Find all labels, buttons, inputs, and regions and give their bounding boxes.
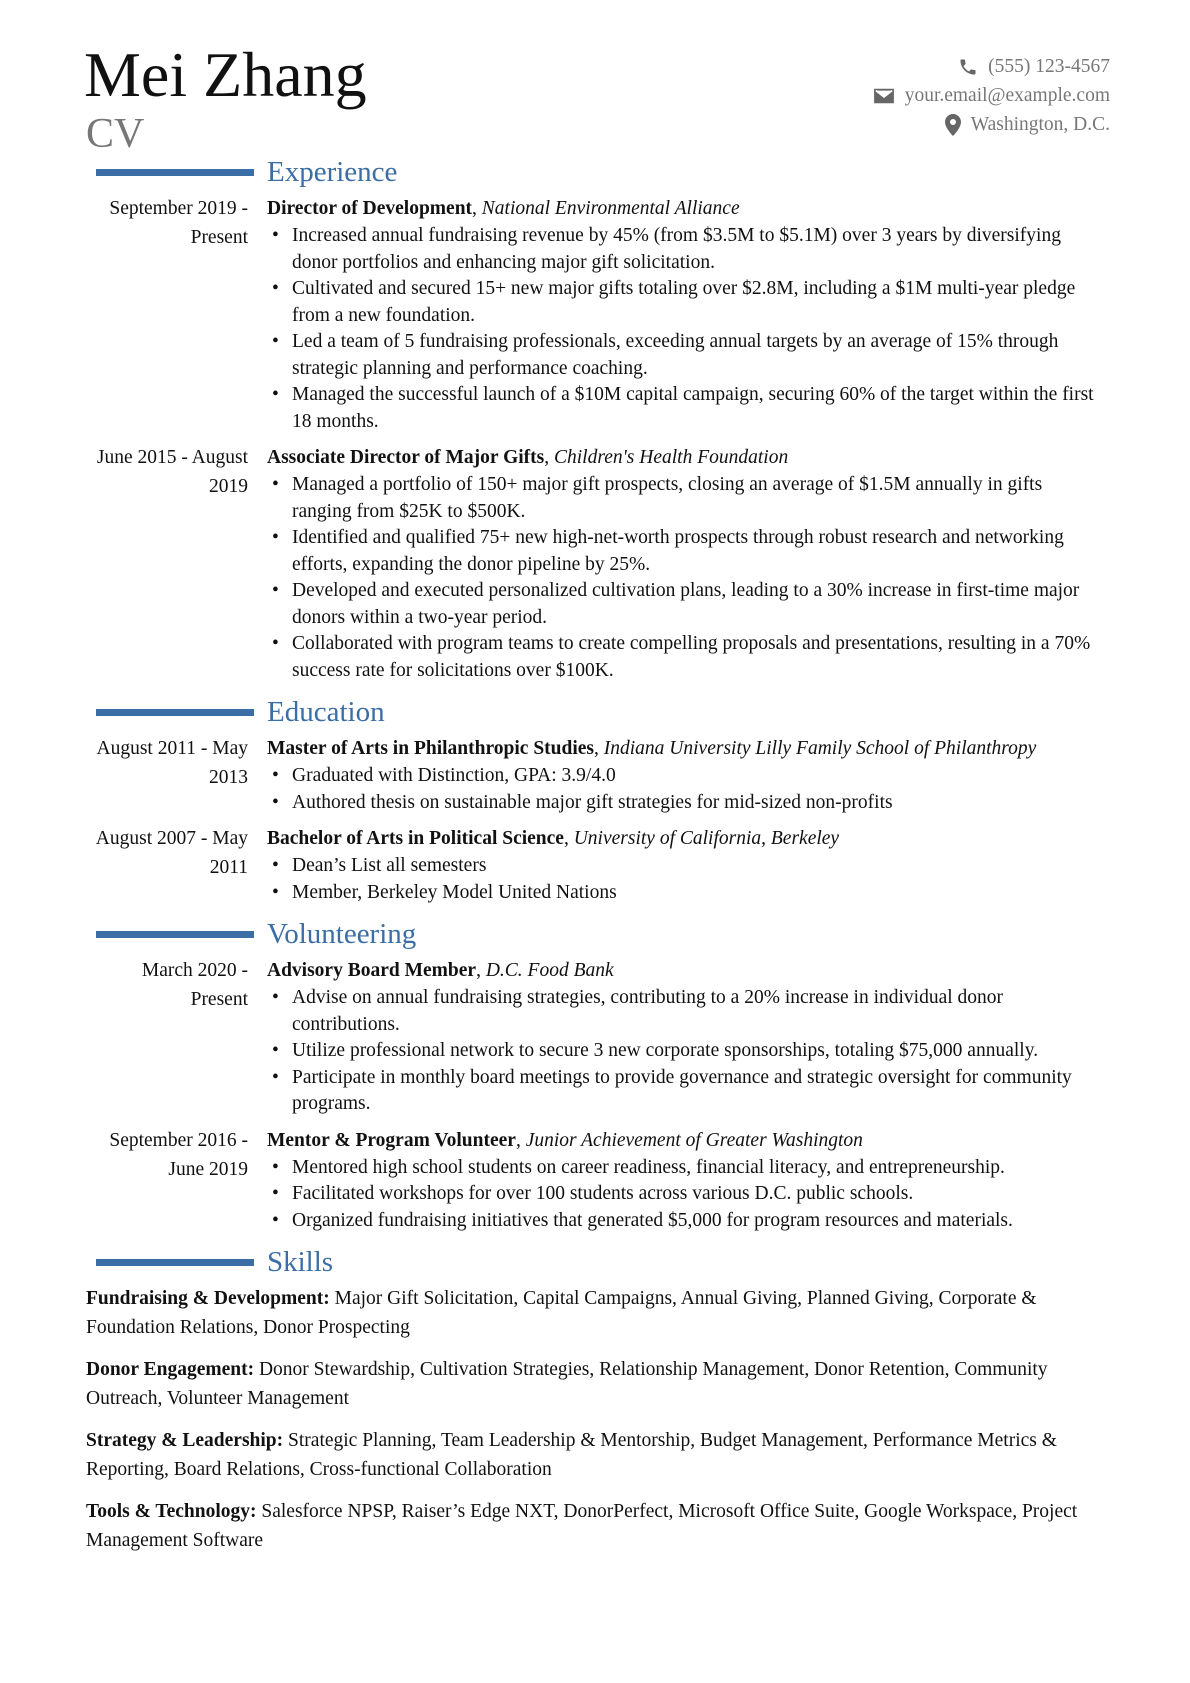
entry-heading: Director of Development, National Environmental Alliance bbox=[267, 198, 740, 219]
skill-items: Donor Stewardship, Cultivation Strategies, Relationship Management, Donor Retention, Community Outreach, Volunteer Management bbox=[86, 1359, 1048, 1409]
bullet-item: • Developed and executed personalized cultivation plans, leading to a 30% increase in first-time major donors within a two-year period. bbox=[267, 578, 1106, 631]
contact-info bbox=[873, 52, 1110, 139]
bullet-item: • Managed a portfolio of 150+ major gift prospects, closing an average of $1.5M annually in gifts ranging from $25K to $500K. bbox=[267, 472, 1106, 525]
email-address[interactable]: your.email@example.com bbox=[904, 85, 1110, 106]
volunteering-entry bbox=[86, 956, 1106, 1118]
skill-category: Tools & Technology: bbox=[86, 1501, 257, 1522]
entry-title: Associate Director of Major Gifts bbox=[267, 447, 545, 468]
experience-entry bbox=[86, 443, 1106, 684]
entry-organization: University of California, Berkeley bbox=[573, 828, 840, 849]
section-header bbox=[86, 692, 1106, 732]
section-title: Volunteering bbox=[267, 918, 417, 950]
bullet-item: • Managed the successful launch of a $10M capital campaign, securing 60% of the target within the first 18 months. bbox=[267, 382, 1106, 435]
section-title: Experience bbox=[267, 156, 398, 188]
section-header bbox=[86, 914, 1106, 954]
phone-row bbox=[873, 52, 1110, 81]
entry-bullets bbox=[267, 853, 1106, 906]
section-experience bbox=[86, 152, 1106, 684]
bullet-item: • Facilitated workshops for over 100 students across various D.C. public schools. bbox=[267, 1181, 1106, 1208]
bullet-item: • Identified and qualified 75+ new high-net-worth prospects through robust research and networking efforts, expanding the donor pipeline by 25%. bbox=[267, 525, 1106, 578]
bullet-item: • Utilize professional network to secure 3 new corporate sponsorships, totaling $75,000 annually. bbox=[267, 1038, 1106, 1065]
bullet-item: • Graduated with Distinction, GPA: 3.9/4.0 bbox=[267, 763, 1106, 790]
entry-organization: Children's Health Foundation bbox=[554, 447, 789, 468]
section-title: Education bbox=[267, 696, 385, 728]
bullet-item: • Advise on annual fundraising strategies, contributing to a 20% increase in individual donor contributions. bbox=[267, 985, 1106, 1038]
skill-group bbox=[86, 1497, 1106, 1555]
entry-organization: Indiana University Lilly Family School of Philanthropy bbox=[603, 738, 1037, 759]
section-skills bbox=[86, 1242, 1106, 1555]
bullet-item: • Participate in monthly board meetings to provide governance and strategic oversight for community programs. bbox=[267, 1065, 1106, 1118]
section-accent-bar bbox=[96, 931, 254, 938]
entry-date: March 2020 - Present bbox=[141, 960, 248, 1010]
entry-title: Bachelor of Arts in Political Science bbox=[267, 828, 564, 849]
entry-title: Advisory Board Member bbox=[267, 960, 477, 981]
entry-body bbox=[267, 1126, 1106, 1235]
education-entry bbox=[86, 734, 1106, 816]
entry-body bbox=[267, 956, 1106, 1118]
entry-title: Master of Arts in Philanthropic Studies bbox=[267, 738, 595, 759]
entry-heading: Master of Arts in Philanthropic Studies, Indiana University Lilly Family School of Philanthropy bbox=[267, 738, 1037, 759]
volunteering-entry bbox=[86, 1126, 1106, 1235]
skill-group bbox=[86, 1355, 1106, 1413]
location-row bbox=[873, 110, 1110, 139]
section-header bbox=[86, 1242, 1106, 1282]
bullet-item: • Mentored high school students on career readiness, financial literacy, and entrepreneurship. bbox=[267, 1155, 1106, 1182]
bullet-item: • Authored thesis on sustainable major gift strategies for mid-sized non-profits bbox=[267, 790, 1106, 817]
entry-date: August 2011 - May 2013 bbox=[96, 738, 248, 788]
bullet-item: • Cultivated and secured 15+ new major gifts totaling over $2.8M, including a $1M multi-year pledge from a new foundation. bbox=[267, 276, 1106, 329]
document-subtitle: CV bbox=[86, 111, 145, 157]
location: Washington, D.C. bbox=[970, 114, 1110, 135]
skill-group bbox=[86, 1426, 1106, 1484]
map-marker-icon bbox=[945, 114, 961, 136]
entry-bullets bbox=[267, 985, 1106, 1118]
entry-date: September 2016 - June 2019 bbox=[109, 1129, 248, 1180]
entry-title: Director of Development bbox=[267, 198, 473, 219]
bullet-item: • Dean’s List all semesters bbox=[267, 853, 1106, 880]
entry-heading: Advisory Board Member, D.C. Food Bank bbox=[267, 960, 614, 981]
section-volunteering bbox=[86, 914, 1106, 1234]
section-accent-bar bbox=[96, 709, 254, 716]
education-entry bbox=[86, 824, 1106, 906]
phone-icon bbox=[958, 57, 978, 77]
entry-heading: Associate Director of Major Gifts, Children's Health Foundation bbox=[267, 447, 789, 468]
entry-body bbox=[267, 734, 1106, 816]
envelope-icon bbox=[873, 87, 895, 105]
entry-heading: Mentor & Program Volunteer, Junior Achievement of Greater Washington bbox=[267, 1129, 863, 1151]
entry-bullets bbox=[267, 1155, 1106, 1235]
section-accent-bar bbox=[96, 1259, 254, 1266]
section-title: Skills bbox=[267, 1246, 334, 1278]
section-header bbox=[86, 152, 1106, 192]
entry-bullets bbox=[267, 472, 1106, 684]
cv-body bbox=[86, 152, 1106, 1568]
entry-title: Mentor & Program Volunteer bbox=[267, 1129, 516, 1151]
email-row bbox=[873, 81, 1110, 110]
entry-date: June 2015 - August 2019 bbox=[96, 447, 248, 497]
entry-organization: Junior Achievement of Greater Washington bbox=[525, 1129, 863, 1151]
entry-bullets bbox=[267, 763, 1106, 816]
skills-list bbox=[86, 1284, 1106, 1555]
skill-group bbox=[86, 1284, 1106, 1342]
entry-date: August 2007 - May 2011 bbox=[95, 828, 248, 878]
entry-heading: Bachelor of Arts in Political Science, University of California, Berkeley bbox=[267, 828, 840, 849]
skill-category: Donor Engagement: bbox=[86, 1359, 255, 1380]
skill-category: Strategy & Leadership: bbox=[86, 1430, 284, 1451]
entry-body bbox=[267, 443, 1106, 684]
entry-bullets bbox=[267, 223, 1106, 435]
bullet-item: • Led a team of 5 fundraising professionals, exceeding annual targets by an average of 15% through strategic planning and performance coaching. bbox=[267, 329, 1106, 382]
entry-organization: National Environmental Alliance bbox=[481, 198, 740, 219]
skill-items: Major Gift Solicitation, Capital Campaigns, Annual Giving, Planned Giving, Corporate & Foundation Relations, Donor Prospecting bbox=[86, 1288, 1037, 1338]
candidate-name: Mei Zhang bbox=[84, 39, 367, 110]
bullet-item: • Collaborated with program teams to create compelling proposals and presentations, resulting in a 70% success rate for solicitations over $100K. bbox=[267, 631, 1106, 684]
phone-number[interactable]: (555) 123-4567 bbox=[988, 56, 1110, 77]
entry-body bbox=[267, 194, 1106, 435]
entry-organization: D.C. Food Bank bbox=[485, 960, 614, 981]
section-accent-bar bbox=[96, 169, 254, 176]
skill-items: Strategic Planning, Team Leadership & Mentorship, Budget Management, Performance Metrics & Reporting, Board Relations, Cross-functional Collaboration bbox=[86, 1430, 1057, 1480]
bullet-item: • Increased annual fundraising revenue by 45% (from $3.5M to $5.1M) over 3 years by diversifying donor portfolios and enhancing major gift solicitation. bbox=[267, 223, 1106, 276]
bullet-item: • Organized fundraising initiatives that generated $5,000 for program resources and materials. bbox=[267, 1208, 1106, 1235]
bullet-item: • Member, Berkeley Model United Nations bbox=[267, 880, 1106, 907]
entry-body bbox=[267, 824, 1106, 906]
skill-category: Fundraising & Development: bbox=[86, 1288, 330, 1309]
section-education bbox=[86, 692, 1106, 906]
experience-entry bbox=[86, 194, 1106, 435]
entry-date: September 2019 - Present bbox=[109, 198, 248, 248]
skill-items: Salesforce NPSP, Raiser’s Edge NXT, DonorPerfect, Microsoft Office Suite, Google Workspace, Project Management Software bbox=[86, 1501, 1078, 1551]
